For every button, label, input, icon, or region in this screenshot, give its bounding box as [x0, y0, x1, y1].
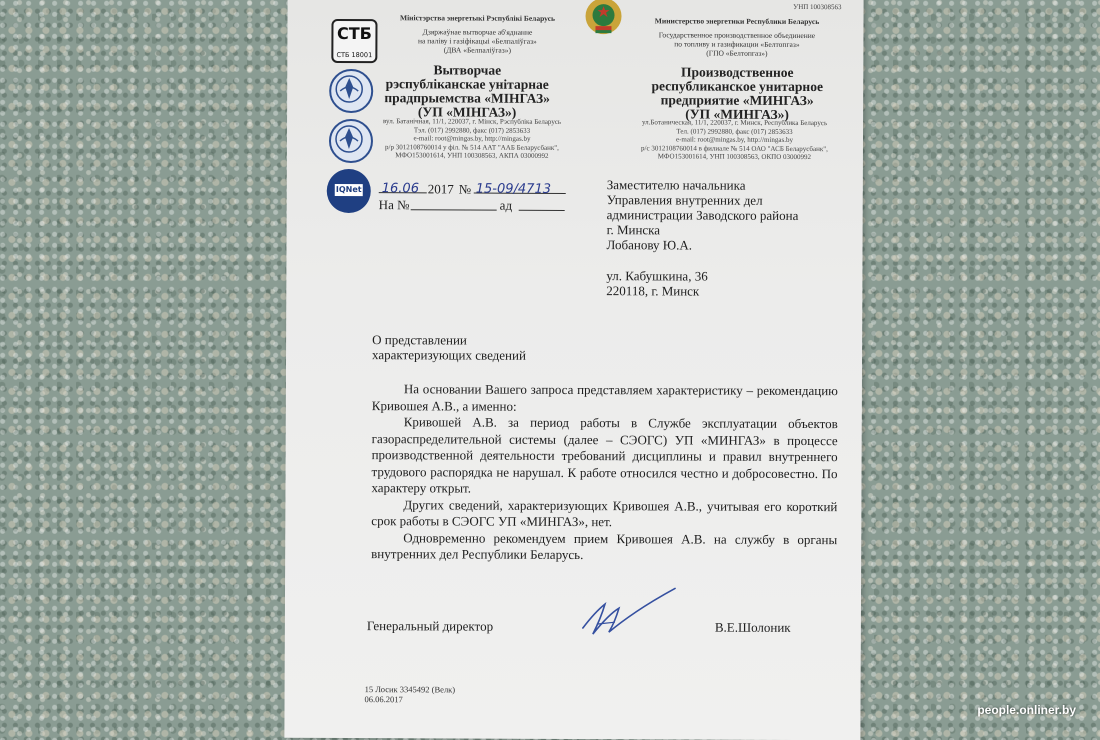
watermark: people.onliner.by — [977, 703, 1076, 717]
handwritten-signature — [575, 584, 685, 644]
registration-block — [379, 181, 579, 222]
body-paragraph: Одновременно рекомендуем прием Кривошея А.В. на службу в органы внутренних дел Республики Беларусь. — [371, 529, 838, 563]
stb-logo-text: СТБ — [336, 23, 372, 44]
enterprise-name-by: Вытворчае рэспубліканскае унітарнае прадпрыемства «МІНГАЗ» (УП «МІНГАЗ») — [384, 62, 550, 120]
addressee-line: Лобанову Ю.А. — [606, 237, 693, 253]
concern-ru: Государственное производственное объединение по топливу и газификации «Белтопгаз» (ГПО «Белтопгаз») — [658, 30, 816, 58]
body-paragraph: Других сведений, характеризующих Кривошея А.В., учитывая его короткий срок работы в СЭОГС УП «МИНГАЗ», нет. — [371, 496, 838, 530]
registration-date: 16.06 — [381, 181, 420, 197]
iqnet-logo-text: IQNet — [335, 184, 363, 196]
addressee-line: администрации Заводского района — [606, 207, 799, 223]
footer-date: 06.06.2017 — [364, 694, 403, 705]
stb-logo — [331, 19, 377, 63]
footer-executor: 15 Лосик 3345492 (Велк) — [364, 684, 456, 695]
registration-number-label: № — [458, 181, 472, 197]
letter-body — [371, 381, 838, 565]
registration-number: 15-09/4713 — [475, 181, 552, 197]
header-code: УНП 100308563 — [793, 2, 842, 12]
ministry-by: Міністэрства энергетыкі Рэспублікі Беларусь — [400, 13, 556, 23]
addressee-line: Заместителю начальника — [606, 177, 746, 193]
body-paragraph: На основании Вашего запроса представляем характеристику – рекомендацию Кривошея А.В., а именно: — [371, 381, 838, 414]
stb-logo-code: СТБ 18001 — [336, 50, 373, 60]
body-paragraph: Кривошей А.В. за период работы в Службе эксплуатации объектов газораспределительной системы (далее – СЭОГС) УП «МИНГАЗ» в процессе производственной деятельности требований дисциплины и правил внутреннего трудового распорядка не нарушал. К работе относился честно и добросовестно. По характеру открыт. — [371, 414, 838, 496]
addressee-line: Управления внутренних дел — [606, 192, 763, 208]
contacts-ru: ул.Ботаническая, 11/1, 220037, г. Минск, Республика Беларусь Тел. (017) 2992880, факс (017) 2853633 e-mail: root@mingas.by, http://mingas.by р/с 3012108760014 в филиале № 514 ОАО "АСБ Беларусбанк", МФО153001614, УНП 100308563, ОКПО 03000992 — [641, 118, 828, 162]
reference-from: ад — [499, 197, 513, 213]
addressee-line: г. Минска — [606, 222, 661, 238]
state-emblem-icon — [583, 0, 623, 36]
registration-year: 2017 — [427, 181, 454, 197]
letter-subject: О представлении характеризующих сведений — [372, 332, 526, 363]
addressee-block — [606, 177, 847, 299]
reference-label: На № — [378, 197, 410, 213]
contacts-by: вул. Батанічная, 11/1, 220037, г. Мінск, Рэспубліка Беларусь Тэл. (017) 2992880, факс (017) 2853633 e-mail: root@mingas.by, http://mingas.by р/р 3012108760014 у філ. № 514 ААТ "ААБ Беларусбанк", МФО153001614, УНП 100308563, АКПА 03000992 — [382, 117, 562, 160]
iqnet-logo — [327, 169, 371, 213]
enterprise-name-ru: Производственное республиканское унитарное предприятие «МИНГАЗ» (УП «МИНГАЗ») — [651, 64, 823, 122]
addressee-city: 220118, г. Минск — [606, 283, 700, 299]
letter-sheet — [284, 0, 863, 740]
signatory-name: В.Е.Шолоник — [714, 619, 791, 635]
ministry-ru: Министерство энергетики Республики Беларусь — [654, 16, 820, 27]
signatory-position: Генеральный директор — [366, 618, 494, 634]
addressee-street: ул. Кабушкина, 36 — [606, 268, 708, 284]
concern-by: Дзяржаўнае вытворчае аб'яднанне на паліву і газіфікацыі «Белпаліўгаз» (ДВА «Белпаліўгаз») — [417, 27, 537, 55]
